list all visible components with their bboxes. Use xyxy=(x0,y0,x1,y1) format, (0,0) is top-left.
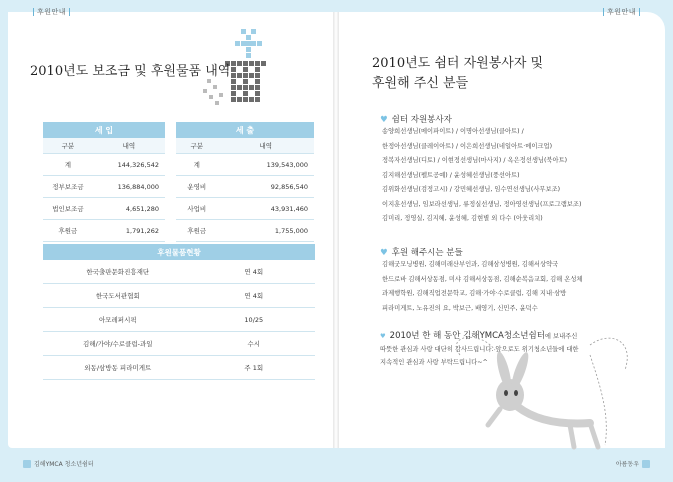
footer-right: 아름동우 xyxy=(616,459,653,469)
table-row: 사업비 43,931,460 xyxy=(176,198,314,220)
table-row: 후원금 1,791,262 xyxy=(43,220,165,242)
table-row: 외동/삼방동 피라미게트 주 1회 xyxy=(43,356,315,380)
closing-message: ♥ 2010년 한 해 동안 김해YMCA청소년쉼터에 보내주신 따뜻한 관심과 사랑 대단히 감사드립니다. 앞으로도 위기청소년들에 대한 지속적인 관심과 사랑 부탁드립니다~^ xyxy=(380,331,579,366)
donated-goods-table xyxy=(43,244,315,380)
income-col-label: 구분 xyxy=(43,138,93,154)
page-title-left: 2010년도 보조금 및 후원물품 내역 xyxy=(30,64,231,79)
expense-col-label: 구분 xyxy=(176,138,218,154)
footer-mark-icon xyxy=(642,460,650,468)
heart-icon: ♥ xyxy=(380,115,388,125)
header-tag-right: 후원안내 xyxy=(600,6,643,18)
goods-header: 후원물품현황 xyxy=(43,244,315,260)
header-tag-left: 후원안내 xyxy=(30,6,73,18)
expense-table xyxy=(176,122,314,242)
supporters-list: 김해굿모닝병원, 김해미래산부인과, 김해삼성병원, 김해서상약국 한드로바 김해서상동점, 미샤 김해서상동점, 김해순복음교회, 김해 온성체 과제행학원, 김해직업전문학교, 김해·가야·수로클럽, 김해 지내·삼방 피라미게트, 노유진의 요, 박보근, 배영기, 신민주, 윤덕수 xyxy=(382,261,583,312)
page-title-right: 2010년도 쉼터 자원봉사자 및 후원해 주신 분들 xyxy=(372,56,544,91)
rabbit-illustration xyxy=(440,325,640,455)
heart-icon: ♥ xyxy=(380,248,388,258)
table-row: 후원금 1,755,000 xyxy=(176,220,314,242)
table-row: 아모레퍼시픽 10/25 xyxy=(43,308,315,332)
volunteers-heading: ♥ 쉼터 자원봉사자 xyxy=(380,115,452,125)
volunteers-list: 송양희선생님(메이파이트) / 이명아선생님(클아트) / 한정아선생님(클레이아트) / 이은희선생님(네일아트·메이크업) 정복자선생님(디토) / 이현정선생님(마사지) / 옥은정선생님(북아트) 김지해선생님(펠트공예) / 윤성혜선생님(풍선아트) 김위화선생님(검정고시) / 강민혜선생님, 임수연선생님(사무보조) 이지훈선생님, 임보라선생님, 류정실선생님, 정아영선생님(프로그램보조) 김미리, 정영실, 김지혜, 윤성혜, 김현별 외 다수 (아웃리치) xyxy=(382,128,582,222)
footer-left: 김해YMCA 청소년쉼터 xyxy=(20,459,94,469)
table-row: 법인보조금 4,651,280 xyxy=(43,198,165,220)
expense-col-value: 내역 xyxy=(218,138,314,154)
table-row: 한국도서관협회 연 4회 xyxy=(43,284,315,308)
supporters-heading: ♥ 후원 해주시는 분들 xyxy=(380,248,463,258)
footer-mark-icon xyxy=(23,460,31,468)
income-table xyxy=(43,122,165,242)
table-row: 계 139,543,000 xyxy=(176,154,314,176)
income-header: 세 입 xyxy=(43,122,165,138)
table-row: 한국출판문화진흥재단 연 4회 xyxy=(43,260,315,284)
table-row: 운영비 92,856,540 xyxy=(176,176,314,198)
heart-icon: ♥ xyxy=(380,333,386,340)
income-col-value: 내역 xyxy=(93,138,165,154)
table-row: 정부보조금 136,884,000 xyxy=(43,176,165,198)
table-row: 김해/가야/수로클럽-과일 수시 xyxy=(43,332,315,356)
expense-header: 세 출 xyxy=(176,122,314,138)
table-row: 계 144,326,542 xyxy=(43,154,165,176)
